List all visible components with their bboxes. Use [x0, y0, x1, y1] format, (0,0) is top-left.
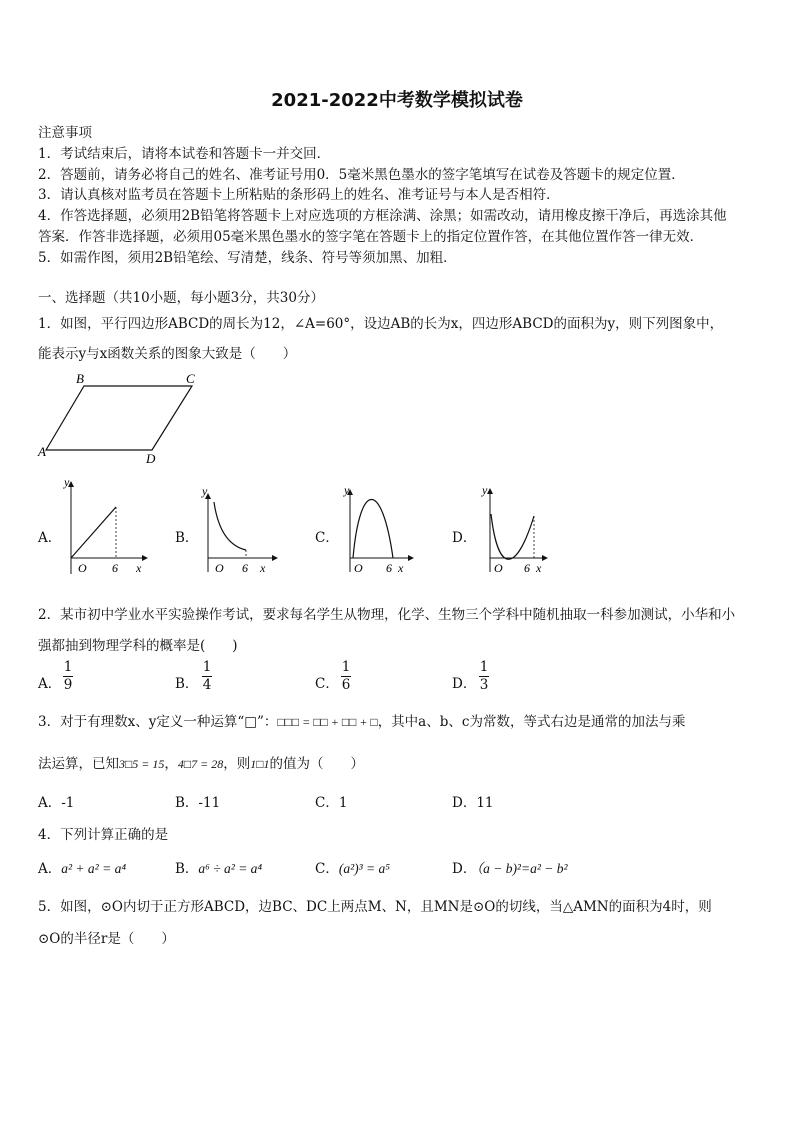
q3-given-1: 3□5 = 15: [119, 757, 165, 771]
fraction-numerator: 1: [202, 659, 212, 675]
q3-option-b: B．-11: [175, 795, 221, 811]
q3-formula: □□□ = □□ + □□ + □: [277, 715, 378, 729]
option-label: C．: [315, 861, 339, 877]
q1-option-a-label: A．: [38, 530, 62, 546]
q2-option-d-label: D．: [452, 676, 477, 692]
x-axis-label: x: [398, 561, 404, 575]
q2-option-c-fraction: [341, 660, 351, 693]
notice-item: 1．考试结束后，请将本试卷和答题卡一并交回．: [38, 146, 331, 162]
q5-text-line1: 5．如图，⊙O内切于正方形ABCD，边BC、DC上两点M、N，且MN是⊙O的切线，当△AMN的面积为4时，则: [38, 899, 712, 915]
vertex-a-label: A: [38, 444, 46, 459]
q3-text-line2: [38, 752, 364, 772]
tick-label: 6: [524, 561, 530, 575]
y-axis-label: y: [344, 483, 350, 497]
q2-option-d-fraction: [479, 660, 489, 693]
fraction-numerator: 1: [341, 659, 351, 675]
q3-text-d: 法运算，已知: [38, 756, 119, 772]
notice-item: 4．作答选择题，必须用2B铅笔将答题卡上对应选项的方框涂满、涂黑；如需改动，请用橡皮擦干净后，再选涂其他: [38, 208, 727, 224]
y-axis-label: y: [482, 483, 488, 497]
q3-operator-symbol: □: [244, 714, 257, 730]
q1-option-b-label: B．: [175, 530, 199, 546]
q4-option-c: [315, 857, 390, 877]
q3-text-c: ，其中a、b、c为常数，等式右边是通常的加法与乘: [377, 714, 686, 730]
notice-heading: 注意事项: [38, 125, 92, 141]
y-axis-label: y: [64, 475, 70, 489]
option-expression: a² + a² = a⁴: [61, 861, 127, 876]
notice-item: 3．请认真核对监考员在答题卡上所粘贴的条形码上的姓名、准考证号与本人是否相符．: [38, 187, 560, 203]
option-expression: (a²)³ = a⁵: [338, 861, 390, 876]
q2-option-a-label: A．: [38, 676, 62, 692]
q3-given-2: 4□7 = 28: [177, 757, 224, 771]
q1-text-line2: 能表示y与x函数关系的图象大致是（ ）: [38, 346, 297, 362]
notice-item: 5．如需作图，须用2B铅笔绘、写清楚，线条、符号等须加黑、加粗．: [38, 250, 457, 266]
q3-text-b: ”：: [257, 714, 278, 730]
tick-label: 6: [386, 561, 392, 575]
q2-option-a-fraction: [63, 660, 73, 693]
fraction-denominator: 4: [202, 677, 212, 693]
q3-text-line1: [38, 710, 685, 730]
q3-ask: 1□1: [250, 757, 270, 771]
x-axis-label: x: [260, 561, 266, 575]
origin-label: O: [354, 561, 363, 575]
fraction-denominator: 3: [479, 677, 489, 693]
q2-option-b-fraction: [202, 660, 212, 693]
origin-label: O: [215, 561, 224, 575]
notice-item: 答案．作答非选择题，必须用05毫米黑色墨水的签字笔在答题卡上的指定位置作答，在其他位置作答一律无效．: [38, 229, 704, 245]
origin-label: O: [494, 561, 503, 575]
q3-option-c: C．1: [315, 795, 348, 811]
origin-label: O: [78, 561, 87, 575]
vertex-b-label: B: [76, 371, 84, 386]
q4-text: 4．下列计算正确的是: [38, 827, 169, 843]
q3-text-a: 3．对于有理数x、y定义一种运算“: [38, 714, 245, 730]
q2-option-c-label: C．: [315, 676, 339, 692]
q4-option-a: [38, 857, 126, 877]
q5-text-line2: ⊙O的半径r是（ ）: [38, 931, 175, 947]
q1-graph-b: [196, 474, 286, 586]
q3-option-a: A．-1: [38, 795, 75, 811]
option-label: A．: [38, 861, 62, 877]
q3-separator: ，: [164, 756, 178, 772]
q1-graph-a: [60, 474, 150, 586]
parallelogram-figure: [36, 368, 206, 464]
fraction-numerator: 1: [479, 659, 489, 675]
fraction-denominator: 6: [341, 677, 351, 693]
q4-option-b: [175, 857, 262, 877]
q1-text-line1: 1．如图，平行四边形ABCD的周长为12，∠A=60°，设边AB的长为x，四边形ABCD的面积为y，则下列图象中，: [38, 316, 724, 332]
page-title: 2021-2022中考数学模拟试卷: [271, 90, 523, 111]
q1-option-d-label: D．: [452, 530, 477, 546]
x-axis-label: x: [136, 561, 142, 575]
q1-graph-d: [476, 474, 556, 586]
q3-text-f: 的值为（ ）: [269, 756, 364, 772]
q2-text-line2: 强都抽到物理学科的概率是( ): [38, 638, 238, 654]
q2-option-b-label: B．: [175, 676, 199, 692]
notice-item: 2．答题前，请务必将自己的姓名、准考证号用0．5毫米黑色墨水的签字笔填写在试卷及答题卡的规定位置．: [38, 167, 685, 183]
y-axis-label: y: [202, 484, 208, 498]
vertex-c-label: C: [186, 371, 195, 386]
vertex-d-label: D: [146, 451, 156, 464]
q1-graph-c: [338, 474, 418, 586]
tick-label: 6: [242, 561, 248, 575]
q2-text-line1: 2．某市初中学业水平实验操作考试，要求每名学生从物理，化学、生物三个学科中随机抽取一科参加测试，小华和小: [38, 607, 736, 623]
tick-label: 6: [112, 561, 118, 575]
fraction-denominator: 9: [63, 677, 73, 693]
q1-option-c-label: C．: [315, 530, 339, 546]
q3-text-e: ，则: [223, 756, 251, 772]
x-axis-label: x: [536, 561, 542, 575]
option-label: D．: [452, 861, 477, 877]
q4-option-d: [452, 857, 568, 877]
option-expression: （a − b)²=a² − b²: [476, 861, 568, 876]
option-label: B．: [175, 861, 199, 877]
section-heading: 一、选择题（共10小题，每小题3分，共30分）: [38, 290, 324, 306]
fraction-numerator: 1: [63, 659, 73, 675]
option-expression: a⁶ ÷ a² = a⁴: [198, 861, 263, 876]
q3-option-d: D．11: [452, 795, 494, 811]
